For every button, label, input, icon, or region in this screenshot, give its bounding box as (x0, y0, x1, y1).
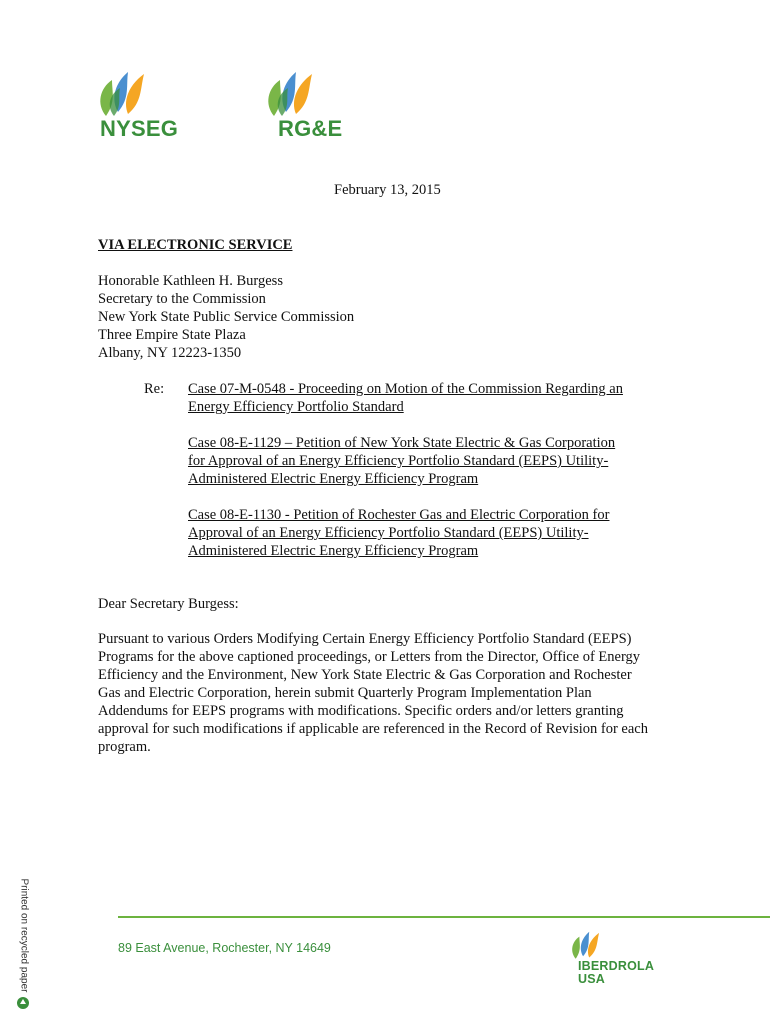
nyseg-logo (96, 66, 196, 142)
body-line: Efficiency and the Environment, New York State Electric & Gas Corporation and Rochester (98, 667, 632, 683)
case-line: Case 08-E-1129 – Petition of New York State Electric & Gas Corporation (188, 435, 616, 451)
nyseg-wordmark: NYSEG (100, 116, 179, 141)
case-line: Administered Electric Energy Efficiency Program (188, 471, 479, 487)
recipient-line: Honorable Kathleen H. Burgess (98, 273, 283, 289)
iberdrola-region: USA (578, 972, 605, 986)
recipient-line: Albany, NY 12223-1350 (98, 345, 242, 361)
leaf-flame-icon (264, 66, 324, 118)
iberdrola-brand: IBERDROLA (578, 959, 655, 973)
letter-date: February 13, 2015 (334, 182, 441, 198)
footer-divider (118, 916, 770, 918)
recipient-line: Secretary to the Commission (98, 291, 266, 307)
case-reference (188, 506, 609, 560)
case-line: for Approval of an Energy Efficiency Portfolio Standard (EEPS) Utility- (188, 453, 609, 469)
recycled-paper-note (14, 876, 32, 1006)
case-line: Approval of an Energy Efficiency Portfolio Standard (EEPS) Utility- (188, 525, 589, 541)
leaf-flame-icon (96, 66, 156, 118)
leaf-flame-icon (568, 928, 608, 960)
recycled-paper-text: Printed on recycled paper (18, 878, 30, 993)
recipient-line: New York State Public Service Commission (98, 309, 355, 325)
re-label: Re: (144, 381, 165, 397)
body-line: Pursuant to various Orders Modifying Certain Energy Efficiency Portfolio Standard (EEPS) (98, 631, 632, 647)
body-line: Addendums for EEPS programs with modifications. Specific orders and/or letters granting (98, 703, 624, 719)
recycle-icon (16, 996, 30, 1010)
body-line: Programs for the above captioned proceedings, or Letters from the Director, Office of Energy (98, 649, 641, 665)
case-line: Case 08-E-1130 - Petition of Rochester Gas and Electric Corporation for (188, 507, 610, 523)
case-reference (188, 380, 623, 416)
rge-wordmark: RG&E (278, 116, 343, 141)
body-line: approval for such modifications if applicable are referenced in the Record of Revision for each (98, 721, 648, 737)
body-line: Gas and Electric Corporation, herein submit Quarterly Program Implementation Plan (98, 685, 592, 701)
recipient-line: Three Empire State Plaza (98, 327, 246, 343)
footer-address: 89 East Avenue, Rochester, NY 14649 (118, 941, 331, 955)
case-reference (188, 434, 615, 488)
recipient-address (98, 272, 354, 362)
iberdrola-usa-logo (568, 928, 668, 998)
case-line: Case 07-M-0548 - Proceeding on Motion of the Commission Regarding an (188, 381, 623, 397)
case-line: Administered Electric Energy Efficiency Program (188, 543, 479, 559)
rge-logo (264, 66, 364, 142)
body-paragraph (98, 630, 648, 756)
salutation: Dear Secretary Burgess: (98, 596, 239, 612)
delivery-method: VIA ELECTRONIC SERVICE (98, 237, 293, 253)
body-line: program. (98, 739, 151, 755)
case-line: Energy Efficiency Portfolio Standard (188, 399, 404, 415)
iberdrola-wordmark (578, 960, 654, 986)
